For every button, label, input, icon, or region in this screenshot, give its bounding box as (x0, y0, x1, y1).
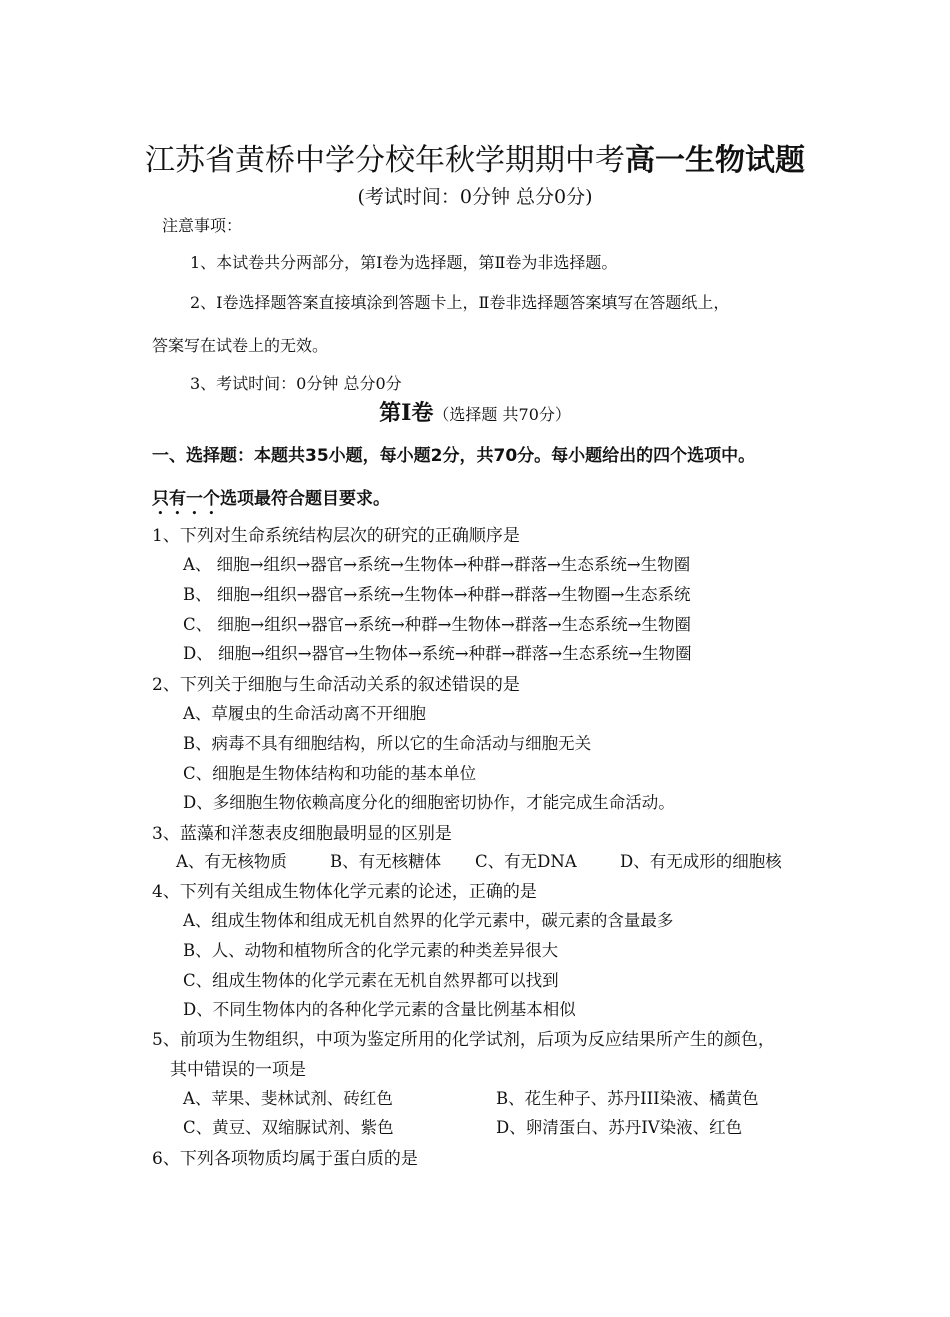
section-sub: （选择题 共70分） (433, 405, 571, 424)
question-6-stem: 6、下列各项物质均属于蛋白质的是 (152, 1149, 418, 1169)
question-4-stem: 4、下列有关组成生物体化学元素的论述，正确的是 (152, 882, 537, 902)
question-5-stem-cont: 其中错误的一项是 (170, 1060, 306, 1080)
question-1-stem: 1、下列对生命系统结构层次的研究的正确顺序是 (152, 526, 520, 546)
question-2-stem: 2、下列关于细胞与生命活动关系的叙述错误的是 (152, 675, 520, 695)
question-3-option-d: D、有无成形的细胞核 (620, 852, 782, 871)
question-5-option-d: D、卵清蛋白、苏丹IV染液、红色 (496, 1118, 743, 1137)
question-5-option-c: C、黄豆、双缩脲试剂、紫色 (183, 1118, 394, 1137)
question-2-option-a: A、草履虫的生命活动离不开细胞 (183, 704, 426, 723)
question-5-stem: 5、前项为生物组织，中项为鉴定所用的化学试剂，后项为反应结果所产生的颜色， (152, 1030, 775, 1050)
instruction-line-2 (152, 484, 390, 519)
question-4-option-a: A、组成生物体和组成无机自然界的化学元素中，碳元素的含量最多 (183, 911, 674, 930)
title-school: 江苏省黄桥中学分校年秋学期期中考 (145, 143, 625, 178)
question-2-option-d: D、多细胞生物依赖高度分化的细胞密切协作，才能完成生命活动。 (183, 793, 675, 812)
exam-subtitle: (考试时间：0分钟 总分0分) (357, 186, 593, 208)
question-1-option-d: D、 细胞→组织→器官→生物体→系统→种群→群落→生态系统→生物圈 (183, 644, 692, 663)
question-4-option-d: D、不同生物体内的各种化学元素的含量比例基本相似 (183, 1000, 576, 1019)
instruction-emphasis: 只有一个 (152, 489, 220, 509)
question-3-option-c: C、有无DNA (475, 852, 577, 871)
question-4-option-b: B、人、动物和植物所含的化学元素的种类差异很大 (183, 941, 559, 960)
question-2-option-c: C、细胞是生物体结构和功能的基本单位 (183, 764, 477, 783)
notes-heading: 注意事项： (162, 216, 243, 235)
question-1-option-a: A、 细胞→组织→器官→系统→生物体→种群→群落→生态系统→生物圈 (183, 555, 691, 574)
instruction-rest: 选项最符合题目要求。 (220, 489, 390, 509)
note-item-2-cont: 答案写在试卷上的无效。 (152, 336, 329, 355)
note-item-3: 3、考试时间：0分钟 总分0分 (190, 374, 402, 393)
exam-title (0, 135, 950, 179)
question-3-option-b: B、有无核糖体 (330, 852, 442, 871)
question-3-stem: 3、蓝藻和洋葱表皮细胞最明显的区别是 (152, 824, 452, 844)
question-3-option-a: A、有无核物质 (176, 852, 287, 871)
question-4-option-c: C、组成生物体的化学元素在无机自然界都可以找到 (183, 971, 559, 990)
question-2-option-b: B、病毒不具有细胞结构，所以它的生命活动与细胞无关 (183, 734, 592, 753)
question-1-option-c: C、 细胞→组织→器官→系统→种群→生物体→群落→生态系统→生物圈 (183, 615, 691, 634)
section-label: 第Ⅰ卷 (379, 400, 434, 426)
question-1-option-b: B、 细胞→组织→器官→系统→生物体→种群→群落→生物圈→生态系统 (183, 585, 691, 604)
instruction-line-1: 一、选择题：本题共35小题，每小题2分，共70分。每小题给出的四个选项中。 (152, 446, 756, 466)
note-item-2: 2、Ⅰ卷选择题答案直接填涂到答题卡上，Ⅱ卷非选择题答案填写在答题纸上， (190, 293, 730, 312)
title-subject: 高一生物试题 (625, 143, 805, 178)
note-item-1: 1、本试卷共分两部分，第Ⅰ卷为选择题，第Ⅱ卷为非选择题。 (190, 253, 618, 272)
question-5-option-b: B、花生种子、苏丹III染液、橘黄色 (496, 1089, 759, 1108)
question-5-option-a: A、苹果、斐林试剂、砖红色 (183, 1089, 393, 1108)
section-heading (0, 396, 950, 427)
